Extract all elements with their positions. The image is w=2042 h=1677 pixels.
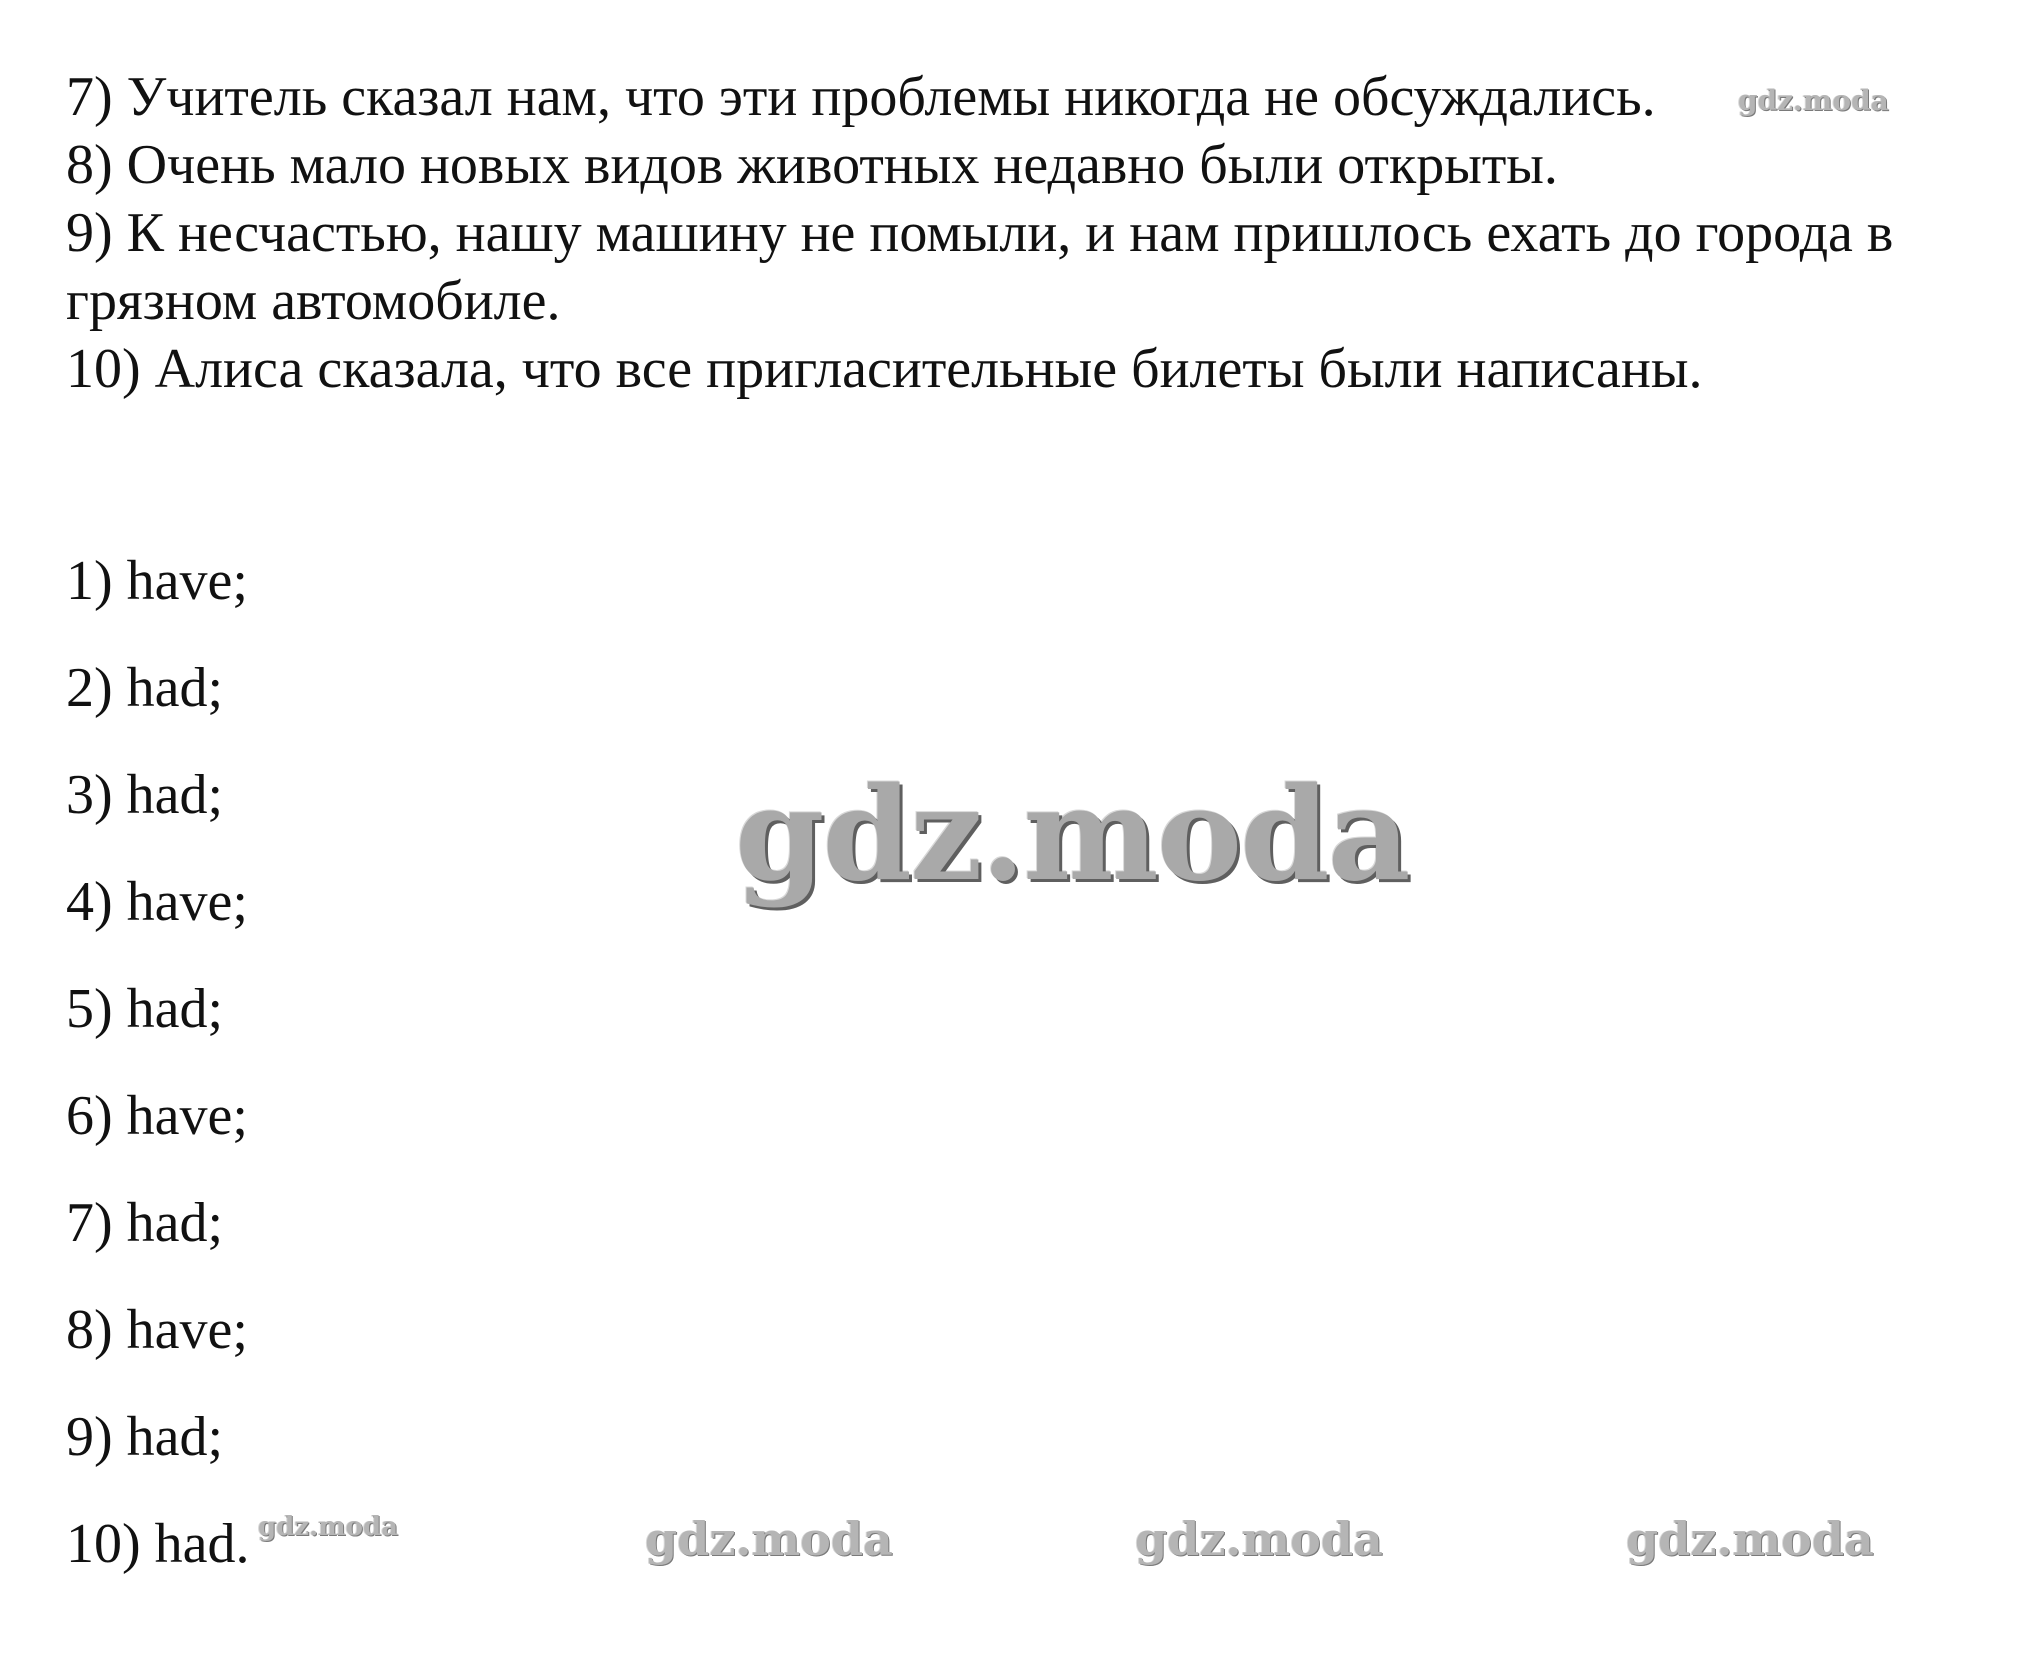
answer-item-4: 4) have; xyxy=(66,871,248,933)
answer-item-3: 3) had; xyxy=(66,764,224,826)
answer-item-10: 10) had. xyxy=(66,1513,250,1575)
watermark-superscript: gdz.moda xyxy=(258,1512,399,1542)
watermark-bottom-1: gdz.moda xyxy=(645,1512,893,1566)
translation-line-9-continued: грязном автомобиле. xyxy=(66,270,561,332)
watermark-small-top: gdz.moda xyxy=(1738,84,1889,117)
answer-item-2: 2) had; xyxy=(66,657,224,719)
translation-line-10: 10) Алиса сказала, что все пригласительные билеты были написаны. xyxy=(66,338,1703,400)
translation-line-7: 7) Учитель сказал нам, что эти проблемы никогда не обсуждались. xyxy=(66,66,1656,128)
translation-line-9: 9) К несчастью, нашу машину не помыли, и нам пришлось ехать до города в xyxy=(66,202,1894,264)
watermark-center: gdz.moda xyxy=(735,760,1409,910)
watermark-bottom-2: gdz.moda xyxy=(1135,1512,1383,1566)
answer-item-6: 6) have; xyxy=(66,1085,248,1147)
answer-item-9: 9) had; xyxy=(66,1406,224,1468)
watermark-bottom-3: gdz.moda xyxy=(1626,1512,1874,1566)
answer-item-7: 7) had; xyxy=(66,1192,224,1254)
answer-item-5: 5) had; xyxy=(66,978,224,1040)
answer-item-1: 1) have; xyxy=(66,550,248,612)
translation-line-8: 8) Очень мало новых видов животных недавно были открыты. xyxy=(66,134,1558,196)
answer-item-8: 8) have; xyxy=(66,1299,248,1361)
